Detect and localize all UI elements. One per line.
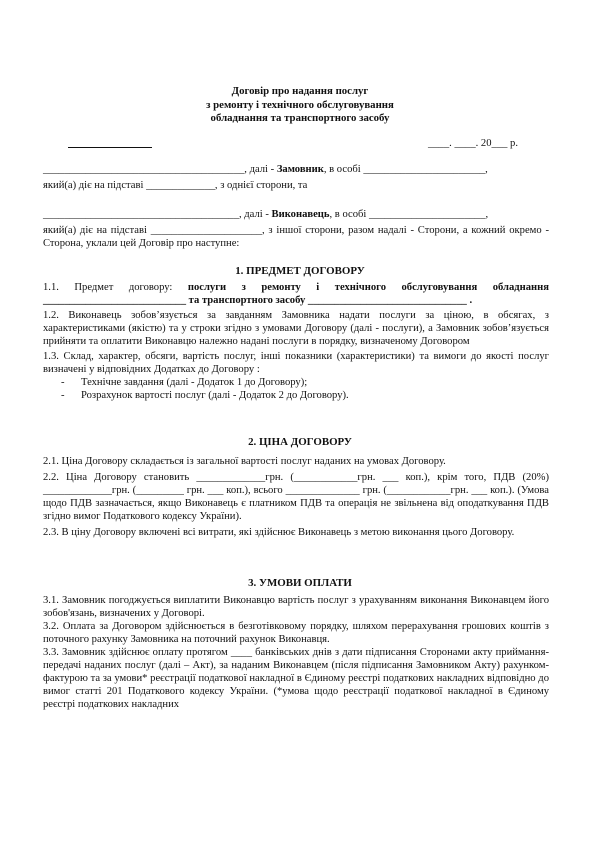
contractor-role: Виконавець xyxy=(271,209,330,220)
customer-basis: який(а) діє на підставі _____________, з однієї сторони, та xyxy=(43,180,308,191)
title-line: обладнання та транспортного засобу xyxy=(210,112,390,124)
clause-3-2: 3.2. Оплата за Договором здійснюється в безготівковому порядку, шляхом перерахування грошових коштів з поточного рахунку Замовника на поточний рахунок Виконавця. xyxy=(43,621,549,645)
contractor-line xyxy=(43,208,549,221)
clause-1-1 xyxy=(43,281,549,307)
place-date-row xyxy=(68,137,518,151)
contractor-representative: , в особі ______________________, xyxy=(329,209,489,220)
list-item xyxy=(43,376,549,389)
customer-line xyxy=(43,163,549,176)
list-item xyxy=(43,389,549,402)
section-2-body xyxy=(43,455,549,539)
customer-role: Замовник xyxy=(276,164,324,175)
clause-2-1: 2.1. Ціна Договору складається із загальної вартості послуг наданих на умовах Договору. xyxy=(43,456,446,467)
section-1-body xyxy=(43,281,549,402)
title-line: з ремонту і технічного обслуговування xyxy=(206,98,394,111)
customer-name-blank: ______________________________________, далі - xyxy=(43,164,277,175)
contractor-name-blank: _____________________________________, далі - xyxy=(43,209,272,220)
contractor-party xyxy=(43,208,549,250)
clause-2-3: 2.3. В ціну Договору включені всі витрати, які здійснює Виконавець з метою виконання цього Договору. xyxy=(43,527,515,538)
customer-representative: , в особі _______________________, xyxy=(323,164,488,175)
document-title xyxy=(0,85,600,126)
clause-1-1-label: 1.1. Предмет договору: xyxy=(43,282,188,293)
appendix-1-item: Технічне завдання (далі - Додаток 1 до Договору); xyxy=(81,377,308,388)
place-blank xyxy=(68,137,152,148)
section-2-title: 2. ЦІНА ДОГОВОРУ xyxy=(248,436,352,448)
section-1-title: 1. ПРЕДМЕТ ДОГОВОРУ xyxy=(235,265,365,277)
contract-date: ____. ____. 20___ р. xyxy=(427,138,518,149)
clause-1-3: 1.3. Склад, характер, обсяги, вартість послуг, інші показники (характеристики) та вимоги до якості послуг визначені у відповідних Додатках до Договору : xyxy=(43,351,549,375)
appendix-2-item: Розрахунок вартості послуг (далі - Додаток 2 до Договору). xyxy=(81,390,349,401)
section-3-title: 3. УМОВИ ОПЛАТИ xyxy=(248,577,352,589)
clause-1-1-subject: послуги з ремонту і технічного обслуговування обладнання ___________________________ та транспортного засобу ______________________________ . xyxy=(43,282,549,306)
bullet-dash: - xyxy=(61,390,65,401)
clause-3-3: 3.3. Замовник здійснює оплату протягом ____ банківських днів з дати підписання Сторонами акту приймання-передачі наданих послуг (далі – Акт), за наданим Виконавцем (після підписання Замовником Акту) рахунком-фактурою та за умови* реєстрації податкової накладної в Єдиному реєстрі податкових накладних відповідно до вимог статті 201 Податкового кодексу України. (*умова щодо реєстрації податкової накладної в Єдиному реєстрі податкових накладних xyxy=(43,647,549,710)
customer-party xyxy=(43,163,549,192)
contractor-basis: який(а) діє на підставі _____________________, з іншої сторони, разом надалі - Сторони, а кожний окремо - Сторона, уклали цей Договір про наступне: xyxy=(43,225,549,249)
clause-2-2: 2.2. Ціна Договору становить _____________грн. (____________грн. ___ коп.), крім того, ПДВ (20%) _____________грн. (_________ грн. ___ коп.), всього ______________ грн. (____________грн. ___ коп.). (Умова щодо ПДВ зазначається, якщо Виконавець є платником ПДВ та операція не звільнена від оподаткування ПДВ згідно вимог Податкового кодексу України). xyxy=(43,472,549,522)
clause-1-2: 1.2. Виконавець зобов’язується за завданням Замовника надати послуги за ціною, в обсягах, з характеристиками (якістю) та у строки згідно з умовами Договору (далі - послуги), а Замовник зобов’язується прийняти та оплатити Виконавцю належно надані послуги в порядку, визначеному Договором xyxy=(43,310,549,347)
clause-3-1: 3.1. Замовник погоджується виплатити Виконавцю вартість послуг з урахуванням виконання Виконавцем його зобов'язань, визначених у Договорі. xyxy=(43,595,549,619)
title-line: Договір про надання послуг xyxy=(231,85,369,97)
bullet-dash: - xyxy=(61,377,65,388)
section-3-body xyxy=(43,594,549,711)
